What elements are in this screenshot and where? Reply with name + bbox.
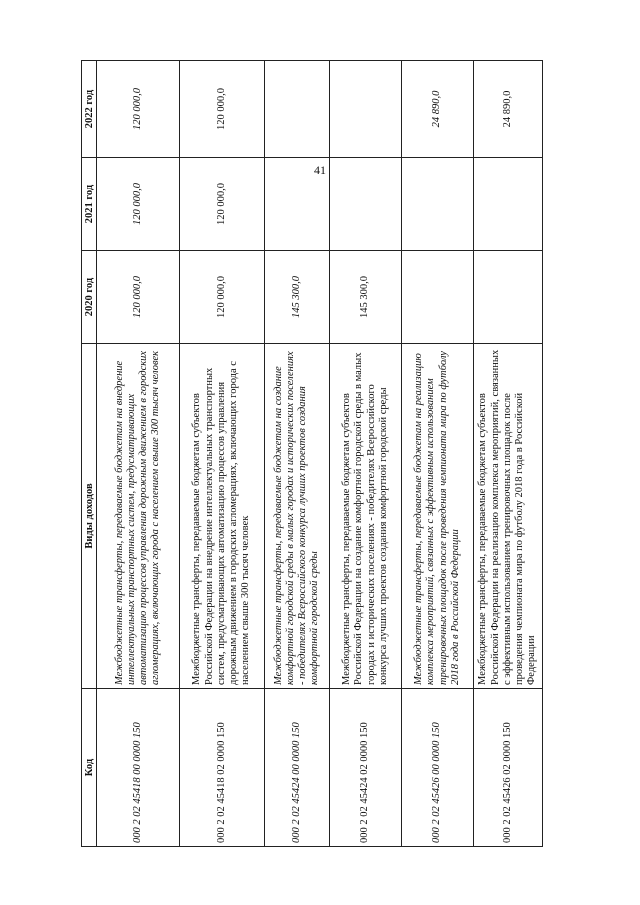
row-2022 xyxy=(330,61,402,158)
row-code: 000 2 02 45424 02 0000 150 xyxy=(330,689,402,847)
table-row xyxy=(265,61,330,847)
row-code: 000 2 02 45418 00 0000 150 xyxy=(97,689,180,847)
header-2020: 2020 год xyxy=(82,251,97,344)
row-code: 000 2 02 45426 02 0000 150 xyxy=(474,689,543,847)
row-2020 xyxy=(402,251,474,344)
row-2021 xyxy=(330,158,402,251)
revenue-table xyxy=(81,60,543,847)
page-number: 41 xyxy=(314,163,326,177)
row-2020: 120 000,0 xyxy=(97,251,180,344)
row-2021 xyxy=(474,158,543,251)
header-2021: 2021 год xyxy=(82,158,97,251)
header-2022: 2022 год xyxy=(82,61,97,158)
row-description: Межбюджетные трансферты, передаваемые бюджетам на реализацию комплекса мероприятий, связанных с эффективным использованием тренировочных площадок после проведения чемпионата мира по футболу 2018 года в Российской Федерации xyxy=(402,344,474,689)
row-description: Межбюджетные трансферты, передаваемые бюджетам на создание комфортной городской среды в малых городах и исторических поселениях - победителях Всероссийского конкурса лучших проектов создания комфортной городской среды xyxy=(265,344,330,689)
row-2022: 120 000,0 xyxy=(180,61,265,158)
row-code: 000 2 02 45426 00 0000 150 xyxy=(402,689,474,847)
row-2021 xyxy=(402,158,474,251)
rotated-table-container xyxy=(81,61,541,847)
row-2020: 145 300,0 xyxy=(265,251,330,344)
row-description: Межбюджетные трансферты, передаваемые бюджетам субъектов Российской Федерации на реализацию комплекса мероприятий, связанных с эффективным использованием тренировочных площадок после проведения чемпионата мира по футболу 2018 года в Российской Федерации xyxy=(474,344,543,689)
row-2020: 145 300,0 xyxy=(330,251,402,344)
row-2022: 24 890,0 xyxy=(402,61,474,158)
table-row xyxy=(330,61,402,847)
row-2020: 120 000,0 xyxy=(180,251,265,344)
row-2022: 24 890,0 xyxy=(474,61,543,158)
row-2021: 120 000,0 xyxy=(97,158,180,251)
table-row xyxy=(474,61,543,847)
row-code: 000 2 02 45418 02 0000 150 xyxy=(180,689,265,847)
row-description: Межбюджетные трансферты, передаваемые бюджетам субъектов Российской Федерации на создание комфортной городской среды в малых городах и исторических поселениях - победителях Всероссийского конкурса лучших проектов создания комфортной городской среды xyxy=(330,344,402,689)
row-2021 xyxy=(265,158,330,251)
header-code: Код xyxy=(82,689,97,847)
table-header-row xyxy=(82,61,97,847)
row-2022 xyxy=(265,61,330,158)
row-2021: 120 000,0 xyxy=(180,158,265,251)
row-2022: 120 000,0 xyxy=(97,61,180,158)
header-description: Виды доходов xyxy=(82,344,97,689)
row-description: Межбюджетные трансферты, передаваемые бюджетам на внедрение интеллектуальных транспортных систем, предусматривающих автоматизацию процессов управления дорожным движением в городских агломерациях, включающих города с населением свыше 300 тысяч человек xyxy=(97,344,180,689)
table-row xyxy=(180,61,265,847)
table-row xyxy=(97,61,180,847)
row-description: Межбюджетные трансферты, передаваемые бюджетам субъектов Российской Федерации на внедрение интеллектуальных транспортных систем, предусматривающих автоматизацию процессов управления дорожным движением в городских агломерациях, включающих города с населением свыше 300 тысяч человек xyxy=(180,344,265,689)
table-row xyxy=(402,61,474,847)
row-code: 000 2 02 45424 00 0000 150 xyxy=(265,689,330,847)
row-2020 xyxy=(474,251,543,344)
